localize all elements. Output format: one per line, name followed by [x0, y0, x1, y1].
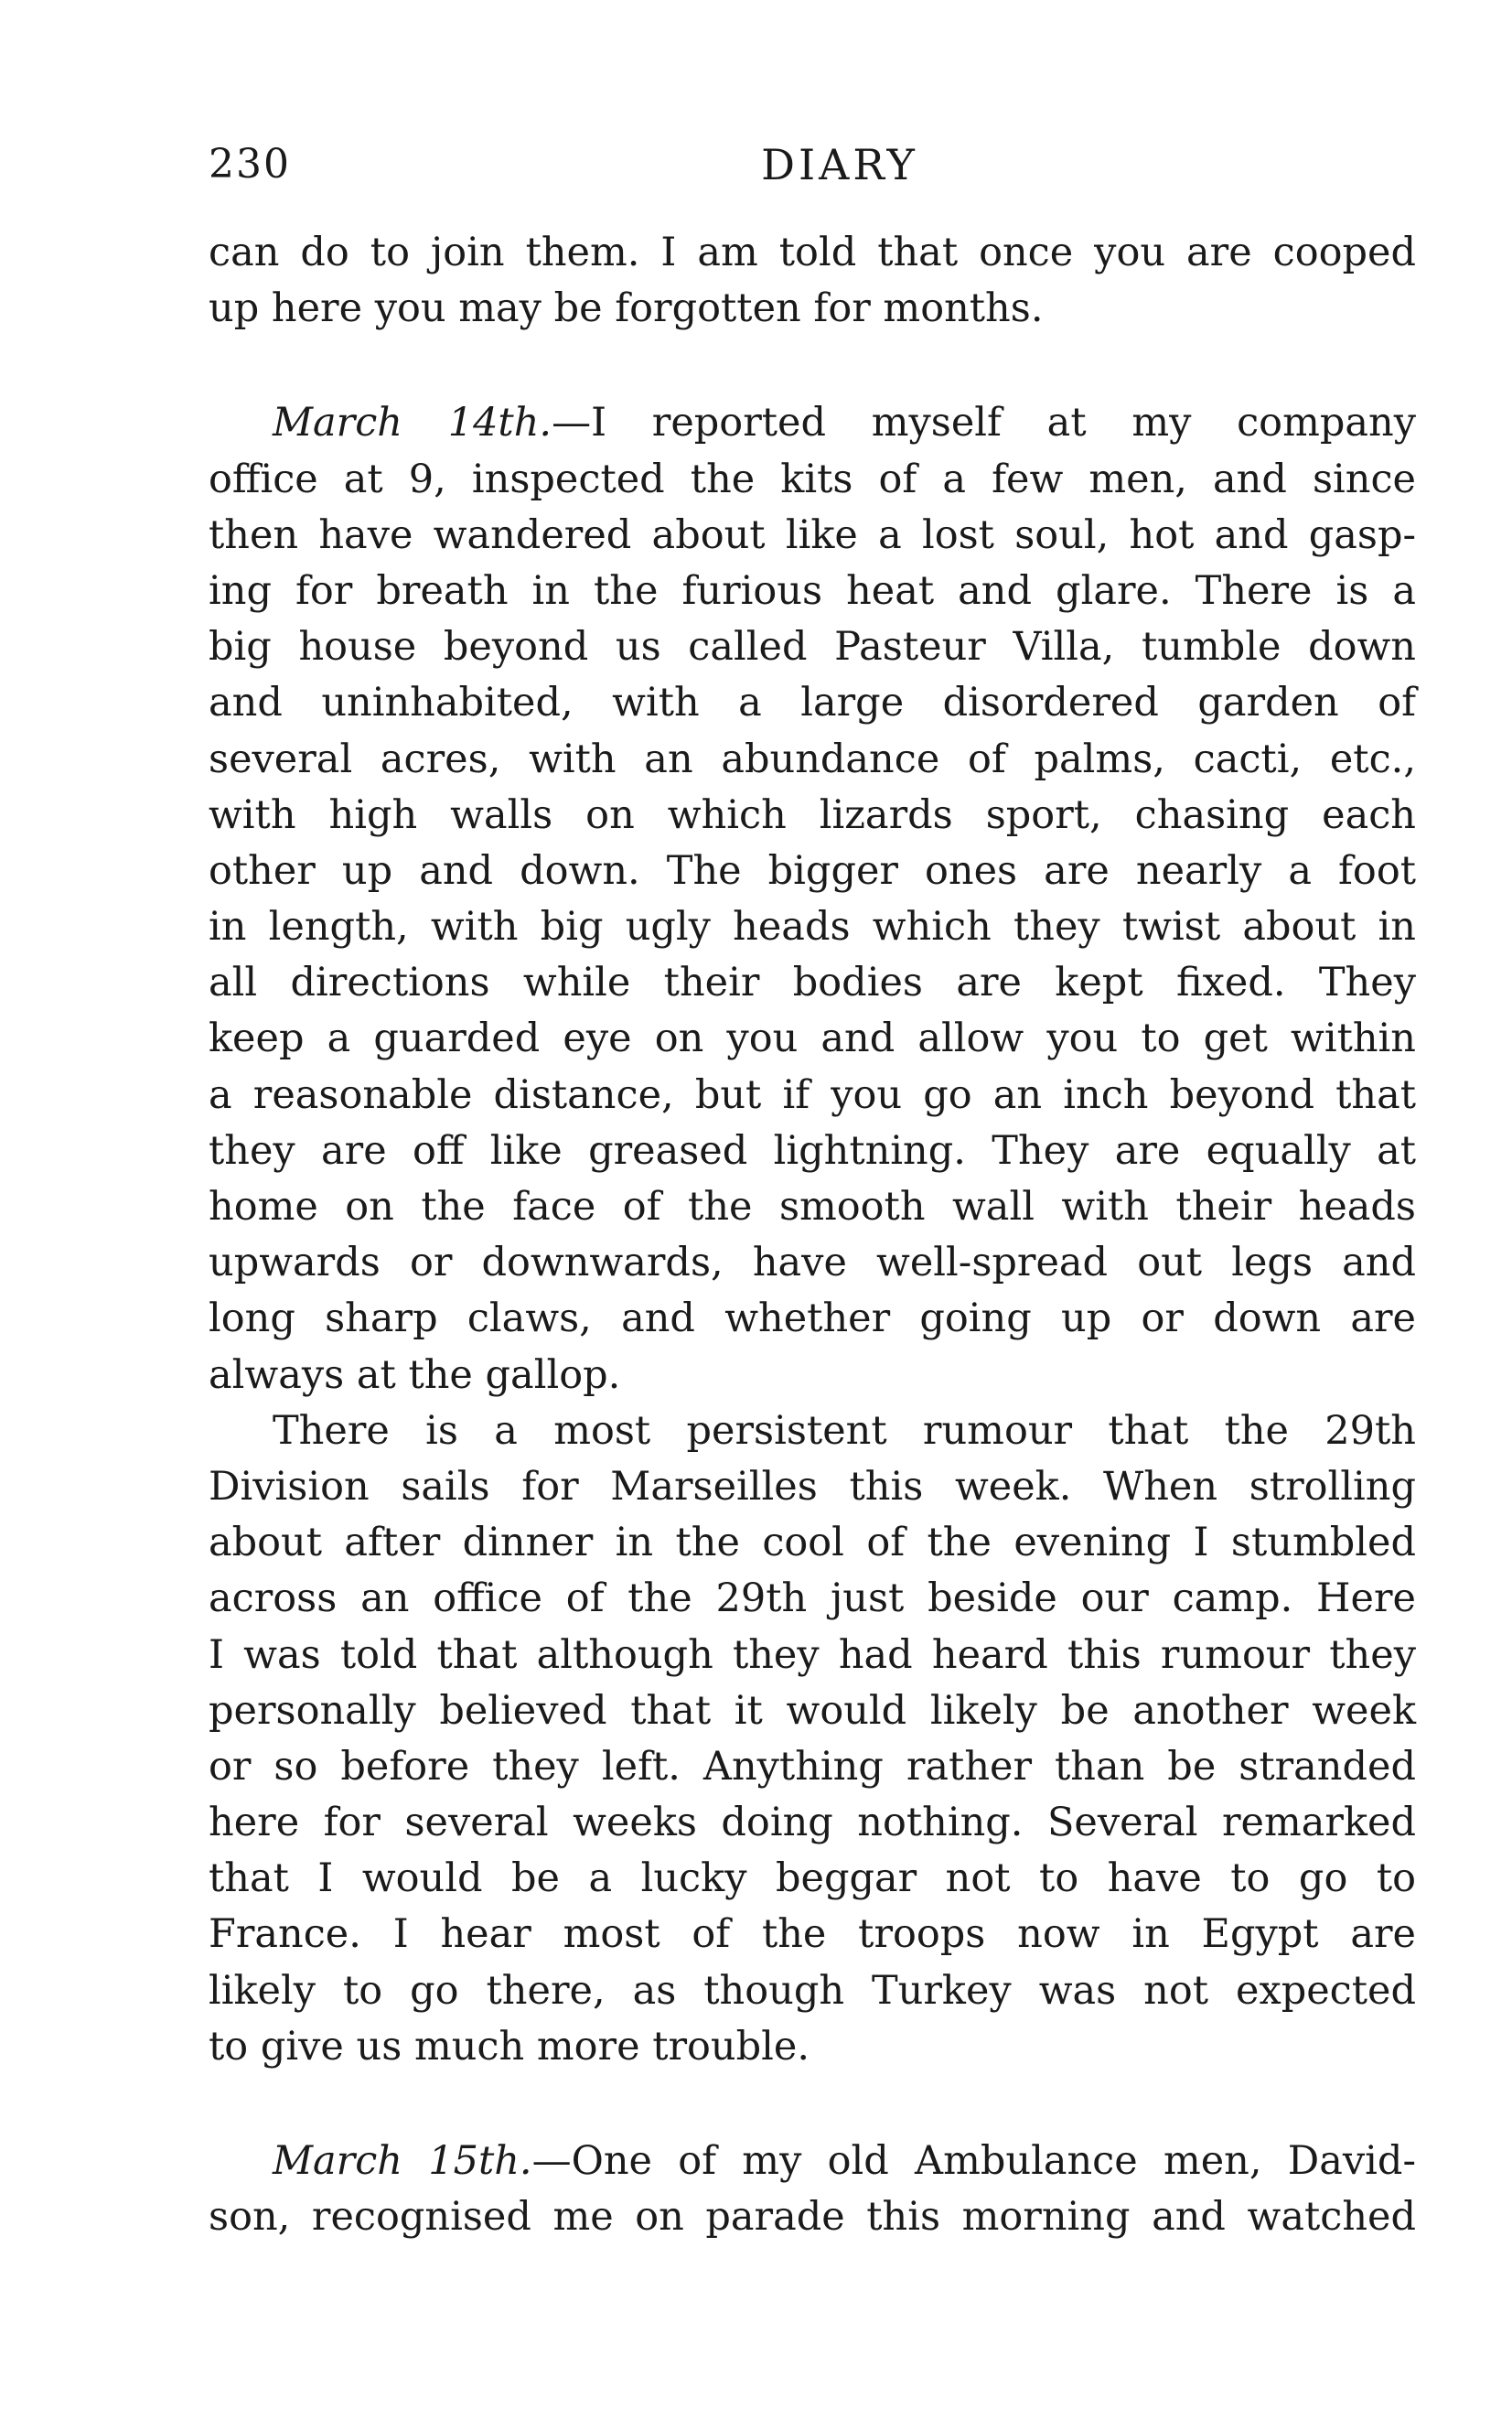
text-line: son, recognised me on parade this morning and watched — [209, 2194, 1416, 2241]
text-line: ing for breath in the furious heat and glare. There is a — [209, 567, 1416, 614]
paragraph-gap — [209, 2075, 1416, 2134]
text-line: upwards or downwards, have well-spread out legs and — [209, 1240, 1416, 1286]
text-line: and uninhabited, with a large disordered garden of — [209, 680, 1416, 726]
paragraph-gap — [209, 337, 1416, 395]
entry-first-line-text: —One of my old Ambulance men, David- — [531, 2138, 1416, 2184]
text-line: keep a guarded eye on you and allow you to get within — [209, 1016, 1416, 1062]
entry-first-line — [209, 2134, 1416, 2189]
text-line: home on the face of the smooth wall with their heads — [209, 1184, 1416, 1230]
text-line: all directions while their bodies are kept fixed. They — [209, 960, 1416, 1006]
text-line: in length, with big ugly heads which they twist about in — [209, 904, 1416, 951]
entry-first-line-text: —I reported myself at my company — [552, 400, 1416, 446]
text-line: up here you may be forgotten for months. — [209, 285, 1044, 332]
text-line: Division sails for Marseilles this week. When strolling — [209, 1463, 1416, 1510]
text-line: long sharp claws, and whether going up or down are — [209, 1296, 1416, 1342]
text-line: other up and down. The bigger ones are nearly a foot — [209, 847, 1416, 894]
text-line: big house beyond us called Pasteur Villa, tumble down — [209, 624, 1416, 671]
body-text — [209, 225, 1416, 2245]
text-line: they are off like greased lightning. They are equally at — [209, 1127, 1416, 1174]
text-line: with high walls on which lizards sport, chasing each — [209, 791, 1416, 838]
text-line: here for several weeks doing nothing. Several remarked — [209, 1800, 1416, 1846]
entry-date: March 14th. — [273, 400, 552, 446]
running-head — [209, 137, 1416, 192]
text-line: always at the gallop. — [209, 1351, 621, 1398]
text-line: or so before they left. Anything rather than be stranded — [209, 1743, 1416, 1790]
text-line: There is a most persistent rumour that the 29th — [273, 1407, 1416, 1454]
text-line: that I would be a lucky beggar not to have to go to — [209, 1855, 1416, 1902]
entry-date: March 15th. — [273, 2138, 532, 2184]
running-title: DIARY — [761, 140, 918, 189]
text-line: can do to join them. I am told that once you are cooped — [209, 230, 1416, 275]
text-line: then have wandered about like a lost soul, hot and gasp- — [209, 511, 1416, 558]
text-line: likely to go there, as though Turkey was not expected — [209, 1967, 1416, 2014]
text-line: several acres, with an abundance of palms, cacti, etc., — [209, 736, 1416, 782]
text-line: France. I hear most of the troops now in Egypt are — [209, 1911, 1416, 1958]
text-line: office at 9, inspected the kits of a few men, and since — [209, 456, 1416, 502]
text-line: I was told that although they had heard this rumour they — [209, 1631, 1416, 1678]
entry-first-line — [209, 395, 1416, 451]
text-line: to give us much more trouble. — [209, 2023, 810, 2070]
text-line: about after dinner in the cool of the evening I stumbled — [209, 1520, 1416, 1566]
text-line: a reasonable distance, but if you go an inch beyond that — [209, 1071, 1416, 1118]
text-line: personally believed that it would likely be another week — [209, 1687, 1416, 1734]
page-number: 230 — [209, 141, 291, 188]
text-line: across an office of the 29th just beside our camp. Here — [209, 1575, 1416, 1622]
